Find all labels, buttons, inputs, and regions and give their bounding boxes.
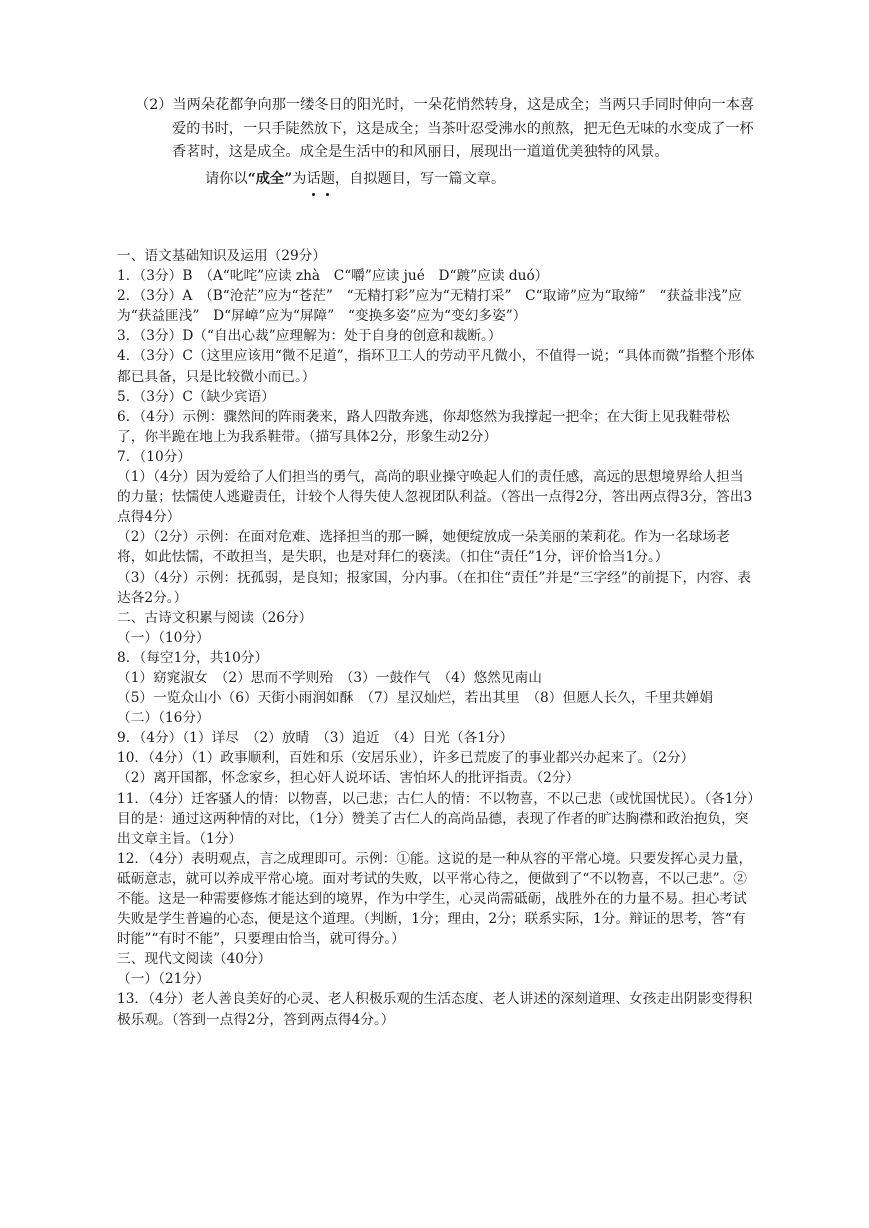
prompt-paragraph: （2）当两朵花都争向那一缕冬日的阳光时，一朵花悄然转身，这是成全；当两只手同时伸向一本喜爱的书时，一只手陡然放下，这是成全；当茶叶忍受沸水的煎熬，把无色无味的水变成了一杯香茗时，这是成全。成全是生活中的和风丽日，展现出一道道优美独特的风景。 [135,97,755,160]
answer-item: 12．（4分）表明观点，言之成理即可。示例：①能。这说的是一种从容的平常心境。只要发挥心灵力量，砥砺意志，就可以养成平常心境。面对考试的失败，以平常心待之，便做到了“不以物喜，不以己悲”。②不能。这是一种需要修炼才能达到的境界，作为中学生，心灵尚需砥砺，战胜外在的力量不易。担心考试失败是学生普遍的心态，便是这个道理。（判断，1分；理由，2分；联系实际，1分。辩证的思考，答“有时能”“有时不能”，只要理由恰当，就可得分。） [117,850,753,948]
subsection-heading: （一）（21分） [117,971,210,988]
task-text-b: 为 [292,170,307,187]
answer-item: 8．（每空1分，共10分） [117,649,269,666]
answer-item: （1）（4分）因为爱给了人们担当的勇气，高尚的职业操守唤起人们的责任感，高远的思想境界给人担当的力量；怯懦使人逃避责任，计较个人得失使人忽视团队利益。（答出一点得2分，答出两点得3分，答出3点得4分） [117,469,753,526]
section-heading: 一、语文基础知识及运用（29分） [117,248,327,264]
answer-item: （2）离开国都，怀念家乡，担心奸人说坏话、害怕坏人的批评指责。（2分） [117,770,580,787]
subsection-heading: （二）（16分） [117,710,210,727]
prompt-task [135,168,755,192]
answer-item: 9．（4分）（1）详尽 （2）放晴 （3）追近 （4）日光（各1分） [117,730,514,747]
answer-item: （5）一览众山小（6）天街小雨润如酥 （7）星汉灿烂，若出其里 （8）但愿人长久，千里共婵娟 [117,690,714,707]
answer-item: （2）（2分）示例：在面对危难、选择担当的那一瞬，她便绽放成一朵美丽的茉莉花。作为一名球场老将，如此怯懦，不敢担当，是失职，也是对拜仁的亵渎。（扣住“责任”1分，评价恰当1分。） [117,529,730,566]
answer-item: 5．（3分）C（缺少宾语） [117,388,275,405]
answer-item: 1．（3分）B （A“叱咤”应读 zhà C“嚼”应读 jué D“踱”应读 duó） [117,268,549,285]
task-topic: “成全” [247,170,293,187]
section-heading: 三、现代文阅读（40分） [117,951,272,968]
subsection-heading: （一）（10分） [117,629,210,646]
answer-item: 13．（4分）老人善良美好的心灵、老人积极乐观的生活态度、老人讲述的深刻道理、女孩走出阴影变得积极乐观。（答到一点得2分，答到两点得4分。） [117,991,753,1028]
answer-key [117,246,755,1030]
answer-item: 10．（4分）（1）政事顺利，百姓和乐（安居乐业），许多已荒废了的事业都兴办起来了。（2分） [117,750,695,767]
section-heading: 二、古诗文积累与阅读（26分） [117,609,313,626]
answer-item: （3）（4分）示例：抚孤弱，是良知；报家国，分内事。（在扣住“责任”并是“三字经”的前提下，内容、表达各2分。） [117,569,751,606]
answer-item: 7．（10分） [117,448,192,465]
essay-prompt [135,94,755,191]
answer-item: 6．（4分）示例：骤然间的阵雨袭来，路人四散奔逃，你却悠然为我撑起一把伞；在大街上见我鞋带松了，你半跪在地上为我系鞋带。（描写具体2分，形象生动2分） [117,408,730,445]
answer-item: 4．（3分）C（这里应该用“微不足道”，指环卫工人的劳动平凡微小，不值得一说；“具体而微”指整个形体都已具备，只是比较微小而已。） [117,348,755,385]
task-text-a: 请你以 [205,170,248,187]
answer-item: 2．（3分）A （B“沧茫”应为“苍茫” “无精打彩”应为“无精打采” C“取谛”应为“取缔” “获益非浅”应为“获益匪浅” D“屏嶂”应为“屏障” “变换多姿”应为“变幻多姿”） [117,288,742,325]
answer-item: 3．（3分）D（“自出心裁”应理解为：处于自身的创意和裁断。） [117,328,502,345]
answer-item: 11．（4分）迁客骚人的情：以物喜，以己悲；古仁人的情：不以物喜，不以己悲（或忧国忧民）。（各1分）目的是：通过这两种情的对比，（1分）赞美了古仁人的高尚品德，表现了作者的旷达胸襟和政治抱负，突出文章主旨。（1分） [117,790,755,847]
answer-item: （1）窈窕淑女 （2）思而不学则殆 （3）一鼓作气 （4）悠然见南山 [117,669,542,686]
task-emphasis-char-2: 题 [321,168,335,192]
task-emphasis-char-1: 话 [306,168,320,192]
task-text-e: ，自拟题目，写一篇文章。 [334,170,506,187]
